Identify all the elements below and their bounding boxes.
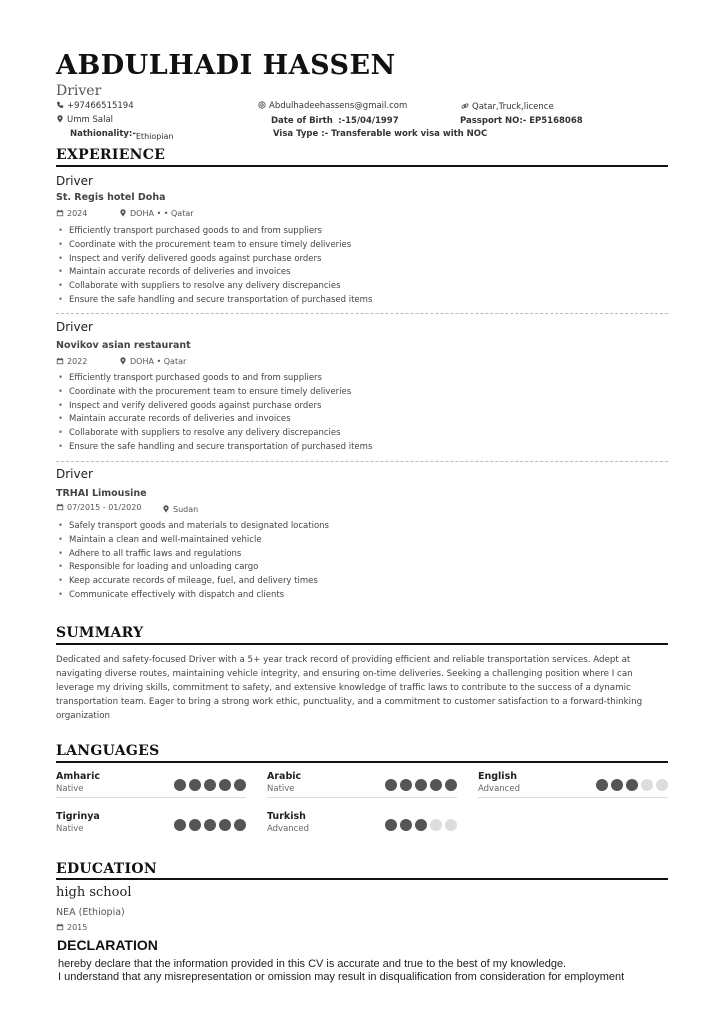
list-item: • Efficiently transport purchased goods to and from suppliers: [58, 225, 372, 239]
list-item: • Maintain a clean and well-maintained vehicle: [58, 534, 329, 548]
experience-heading: EXPERIENCE: [56, 147, 166, 163]
passport-text: Passport NO:- EP5168068: [460, 116, 583, 126]
rating-dot-empty: [430, 819, 442, 831]
candidate-name: ABDULHADI HASSEN: [56, 50, 396, 81]
summary-heading: SUMMARY: [56, 625, 144, 641]
job-title: Driver: [56, 467, 93, 481]
education-heading: EDUCATION: [56, 861, 157, 877]
language-underline: [478, 797, 668, 798]
job-title: Driver: [56, 174, 93, 188]
job-divider: [56, 461, 668, 462]
visa-text: Visa Type :- Transferable work visa with NOC: [273, 129, 488, 139]
location-line: [56, 115, 113, 125]
summary-rule: [56, 643, 668, 645]
email-line: [258, 101, 407, 111]
job-location: DOHA • • Qatar: [119, 209, 194, 218]
rating-dot-empty: [641, 779, 653, 791]
at-icon: [258, 101, 266, 109]
declaration-heading: DECLARATION: [57, 937, 158, 953]
list-item: • Keep accurate records of mileage, fuel, and delivery times: [58, 575, 329, 589]
list-item: • Responsible for loading and unloading cargo: [58, 561, 329, 575]
education-rule: [56, 878, 668, 880]
job-bullets: [58, 520, 329, 603]
rating-dot-filled: [415, 779, 427, 791]
job-company: St. Regis hotel Doha: [56, 192, 166, 203]
rating-dot-filled: [400, 779, 412, 791]
rating-dot-filled: [400, 819, 412, 831]
list-item: • Efficiently transport purchased goods to and from suppliers: [58, 372, 372, 386]
dob-value: :-15/04/1997: [338, 116, 399, 126]
calendar-icon: [56, 503, 64, 511]
job-company: TRHAI Limousine: [56, 488, 147, 499]
list-item: • Coordinate with the procurement team to ensure timely deliveries: [58, 386, 372, 400]
map-pin-icon: [119, 357, 127, 365]
nationality-value: Ethiopian: [135, 132, 174, 141]
job-location: DOHA • Qatar: [119, 357, 186, 366]
dob-label: Date of Birth: [271, 116, 333, 126]
rating-dot-empty: [445, 819, 457, 831]
list-item: • Ensure the safe handling and secure transportation of purchased items: [58, 294, 372, 308]
rating-dots: [593, 776, 668, 795]
location-text: Umm Salal: [67, 115, 114, 125]
job-date: 2022: [56, 357, 87, 366]
list-item: • Ensure the safe handling and secure transportation of purchased items: [58, 441, 372, 455]
list-item: • Communicate effectively with dispatch and clients: [58, 589, 329, 603]
language-name: Turkish: [267, 811, 306, 822]
phone-icon: [56, 101, 64, 109]
declaration-line-2: I understand that any misrepresentation or omission may result in disqualification from consideration for employment: [58, 971, 625, 983]
rating-dots: [382, 776, 457, 795]
link-icon: [461, 102, 469, 110]
rating-dot-filled: [611, 779, 623, 791]
calendar-icon: [56, 923, 64, 931]
list-item: • Collaborate with suppliers to resolve any delivery discrepancies: [58, 427, 372, 441]
job-title: Driver: [56, 320, 93, 334]
rating-dot-filled: [430, 779, 442, 791]
rating-dot-empty: [656, 779, 668, 791]
rating-dot-filled: [445, 779, 457, 791]
list-item: • Maintain accurate records of deliveries and invoices: [58, 413, 372, 427]
rating-dot-filled: [204, 779, 216, 791]
rating-dots: [171, 776, 246, 795]
list-item: • Collaborate with suppliers to resolve any delivery discrepancies: [58, 280, 372, 294]
list-item: • Safely transport goods and materials to designated locations: [58, 520, 329, 534]
rating-dot-filled: [626, 779, 638, 791]
language-item: [267, 811, 457, 839]
language-name: Amharic: [56, 771, 100, 782]
calendar-icon: [56, 209, 64, 217]
visa-line: [273, 129, 487, 139]
rating-dot-filled: [204, 819, 216, 831]
rating-dot-filled: [219, 819, 231, 831]
language-underline: [267, 797, 457, 798]
language-name: Arabic: [267, 771, 302, 782]
language-item: [56, 811, 246, 839]
rating-dot-filled: [174, 779, 186, 791]
language-level: Native: [267, 784, 295, 794]
language-name: English: [478, 771, 517, 782]
list-item: • Coordinate with the procurement team to ensure timely deliveries: [58, 239, 372, 253]
licence-text: Qatar,Truck,licence: [472, 102, 554, 112]
language-item: [56, 771, 246, 799]
job-date: 2024: [56, 209, 87, 218]
candidate-role: Driver: [56, 83, 102, 99]
job-location: Sudan: [162, 505, 198, 514]
language-item: [267, 771, 457, 799]
rating-dot-filled: [385, 779, 397, 791]
rating-dot-filled: [234, 779, 246, 791]
rating-dot-filled: [174, 819, 186, 831]
languages-heading: LANGUAGES: [56, 743, 160, 759]
job-date: 07/2015 - 01/2020: [56, 503, 141, 512]
nationality-label: Nathionality:-: [70, 129, 136, 139]
language-name: Tigrinya: [56, 811, 100, 822]
job-bullets: [58, 372, 372, 455]
job-divider: [56, 313, 668, 314]
education-year: 2015: [56, 923, 87, 932]
map-pin-icon: [162, 505, 170, 513]
education-degree: high school: [56, 885, 132, 900]
list-item: • Inspect and verify delivered goods against purchase orders: [58, 400, 372, 414]
rating-dot-filled: [234, 819, 246, 831]
languages-rule: [56, 761, 668, 763]
rating-dot-filled: [385, 819, 397, 831]
list-item: • Inspect and verify delivered goods against purchase orders: [58, 253, 372, 267]
rating-dot-filled: [415, 819, 427, 831]
rating-dot-filled: [189, 819, 201, 831]
phone-text: +97466515194: [67, 101, 134, 111]
map-pin-icon: [119, 209, 127, 217]
rating-dot-filled: [189, 779, 201, 791]
email-text[interactable]: Abdulhadeehassens@gmail.com: [269, 101, 408, 111]
job-bullets: [58, 225, 372, 308]
job-company: Novikov asian restaurant: [56, 340, 191, 351]
language-underline: [56, 797, 246, 798]
dob-line: [271, 116, 399, 126]
experience-rule: [56, 165, 668, 167]
summary-text: Dedicated and safety-focused Driver with a 5+ year track record of providing efficient and reliable transportation services. Adept at navigating diverse routes, maintaining vehicle integrity, and ensuring on-time deliveries. Seeking a challenging position where I can leverage my driving skills, commitment to safety, and extensive knowledge of traffic laws to contribute to the success of a dynamic transportation team. Eager to bring a strong work ethic, punctuality, and a commitment to customer satisfaction to a forward-thinking organization: [56, 655, 643, 721]
language-level: Native: [56, 824, 84, 834]
rating-dots: [171, 816, 246, 835]
rating-dot-filled: [596, 779, 608, 791]
education-school: NEA (Ethiopia): [56, 907, 125, 918]
passport-line: [460, 116, 583, 126]
nationality-line: [70, 129, 174, 139]
map-pin-icon: [56, 115, 64, 123]
declaration-line-1: hereby declare that the information provided in this CV is accurate and true to the best of my knowledge.: [58, 958, 567, 970]
licence-line: [461, 102, 554, 112]
language-level: Native: [56, 784, 84, 794]
rating-dot-filled: [219, 779, 231, 791]
language-level: Advanced: [267, 824, 309, 834]
calendar-icon: [56, 357, 64, 365]
list-item: • Adhere to all traffic laws and regulations: [58, 548, 329, 562]
rating-dots: [382, 816, 457, 835]
language-item: [478, 771, 668, 799]
list-item: • Maintain accurate records of deliveries and invoices: [58, 266, 372, 280]
language-level: Advanced: [478, 784, 520, 794]
phone-line: [56, 101, 134, 111]
